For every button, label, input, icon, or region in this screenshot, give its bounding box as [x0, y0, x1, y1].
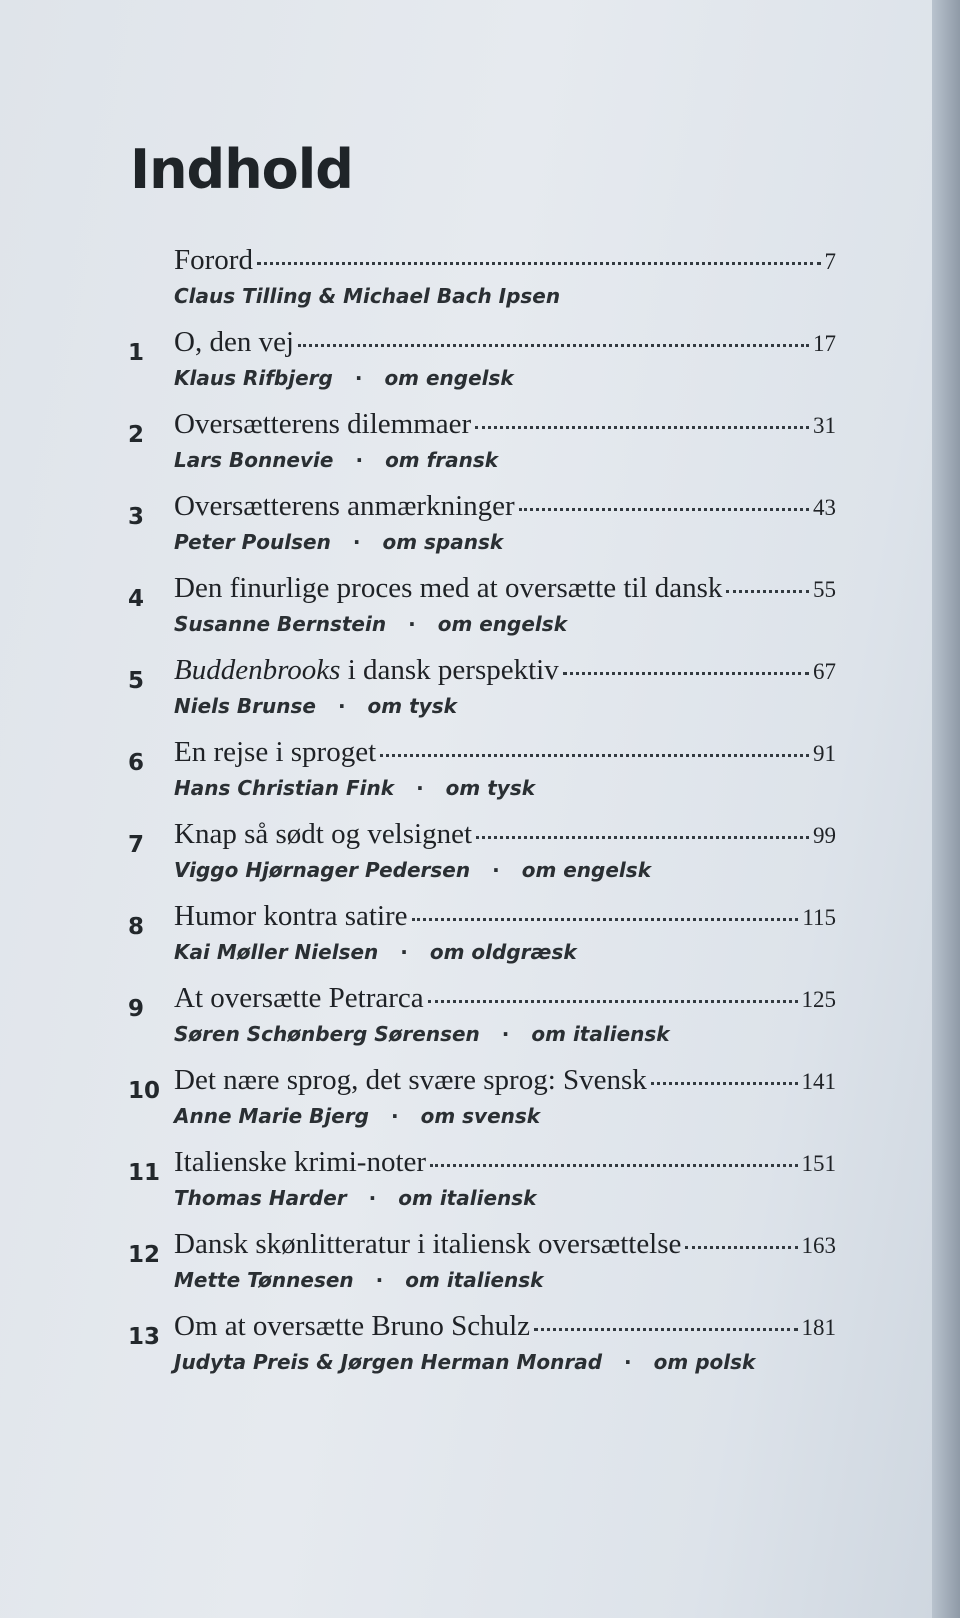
chapter-meta: [174, 1022, 670, 1046]
chapter-title: O, den vej: [174, 326, 294, 358]
dot-leader: [428, 1000, 798, 1003]
chapter-number: 6: [128, 750, 145, 776]
toc-line: [174, 490, 836, 523]
chapter-author: Thomas Harder: [174, 1186, 347, 1210]
chapter-title: Italienske krimi-noter: [174, 1146, 427, 1178]
page-number: 55: [813, 577, 836, 602]
dot-leader: [534, 1328, 797, 1331]
chapter-number: 4: [128, 586, 145, 612]
chapter-meta: [174, 858, 651, 882]
toc-line: [174, 736, 836, 769]
chapter-title: Oversætterens anmærkninger: [174, 490, 515, 522]
chapter-number: 11: [128, 1160, 161, 1186]
chapter-meta: [174, 1104, 540, 1128]
chapter-title: Om at oversætte Bruno Schulz: [174, 1310, 531, 1342]
chapter-meta: [174, 776, 535, 800]
chapter-language: om svensk: [420, 1104, 541, 1128]
toc-entry[interactable]: [128, 408, 836, 490]
page-number: 17: [813, 331, 836, 356]
toc-line: [174, 1228, 836, 1261]
toc-line: [174, 818, 836, 851]
chapter-title: En rejse i sproget: [174, 736, 377, 768]
separator-dot: ·: [400, 940, 408, 964]
book-edge: [932, 0, 960, 1618]
chapter-meta: [174, 940, 577, 964]
separator-dot: ·: [337, 694, 346, 718]
page-number: 99: [813, 823, 836, 848]
table-of-contents: [128, 244, 836, 1392]
chapter-number: 13: [128, 1324, 161, 1350]
chapter-meta: [174, 1350, 755, 1374]
chapter-author: Kai Møller Nielsen: [174, 940, 379, 964]
separator-dot: ·: [352, 530, 361, 554]
chapter-language: om italiensk: [531, 1022, 670, 1046]
chapter-language: om polsk: [653, 1350, 756, 1374]
chapter-author: Søren Schønberg Sørensen: [174, 1022, 480, 1046]
chapter-meta: [174, 366, 514, 390]
toc-line: [174, 408, 836, 441]
page-number: 115: [802, 905, 836, 930]
chapter-meta: [174, 284, 560, 308]
chapter-language: om italiensk: [398, 1186, 537, 1210]
toc-entry[interactable]: [128, 1310, 836, 1392]
chapter-meta: [174, 1268, 543, 1292]
dot-leader: [298, 344, 809, 347]
separator-dot: ·: [354, 366, 363, 390]
chapter-language: om tysk: [367, 694, 457, 718]
page-number: 125: [801, 987, 836, 1012]
chapter-language: om engelsk: [384, 366, 514, 390]
chapter-meta: [174, 448, 498, 472]
chapter-language: om tysk: [445, 776, 536, 800]
toc-entry[interactable]: [128, 900, 836, 982]
toc-line: [174, 1310, 836, 1343]
chapter-number: 8: [128, 914, 145, 940]
toc-entry[interactable]: [128, 818, 836, 900]
toc-line: [174, 982, 836, 1015]
chapter-meta: [174, 1186, 536, 1210]
toc-line: [174, 326, 836, 359]
toc-line: [174, 1064, 836, 1097]
separator-dot: ·: [375, 1268, 384, 1292]
chapter-author: Judyta Preis & Jørgen Herman Monrad: [174, 1350, 603, 1374]
chapter-author: Anne Marie Bjerg: [174, 1104, 369, 1128]
page-number: 91: [813, 741, 836, 766]
page-number: 151: [801, 1151, 836, 1176]
toc-entry[interactable]: [128, 1146, 836, 1228]
chapter-author: Niels Brunse: [174, 694, 316, 718]
dot-leader: [476, 836, 809, 839]
separator-dot: ·: [501, 1022, 510, 1046]
separator-dot: ·: [416, 776, 424, 800]
dot-leader: [726, 590, 809, 593]
chapter-number: 7: [128, 832, 145, 858]
chapter-title: Dansk skønlitteratur i italiensk oversættelse: [174, 1228, 682, 1260]
chapter-number: 2: [128, 422, 145, 448]
chapter-meta: [174, 694, 457, 718]
toc-entry[interactable]: [128, 1228, 836, 1310]
dot-leader: [563, 672, 809, 675]
chapter-number: 5: [128, 668, 145, 694]
chapter-language: om spansk: [382, 530, 504, 554]
page-number: 43: [813, 495, 836, 520]
chapter-title: [174, 654, 559, 687]
chapter-title: Det nære sprog, det svære sprog: Svensk: [174, 1064, 647, 1096]
toc-entry[interactable]: [128, 244, 836, 326]
separator-dot: ·: [368, 1186, 377, 1210]
page-number: 181: [801, 1315, 836, 1340]
dot-leader: [430, 1164, 797, 1167]
page-title: Indhold: [130, 138, 353, 201]
chapter-title: Forord: [174, 244, 253, 276]
toc-entry[interactable]: [128, 982, 836, 1064]
page-number: 31: [813, 413, 836, 438]
dot-leader: [475, 426, 809, 429]
chapter-title: Oversætterens dilemmaer: [174, 408, 472, 440]
chapter-title: Humor kontra satire: [174, 900, 408, 932]
toc-line: [174, 572, 836, 605]
dot-leader: [685, 1246, 797, 1249]
chapter-title-rest: i dansk perspektiv: [340, 654, 559, 686]
chapter-number: 10: [128, 1078, 161, 1104]
chapter-number: 12: [128, 1242, 161, 1268]
chapter-number: 1: [128, 340, 145, 366]
dot-leader: [380, 754, 809, 757]
chapter-author: Peter Poulsen: [174, 530, 331, 554]
separator-dot: ·: [492, 858, 500, 882]
toc-entry[interactable]: [128, 490, 836, 572]
page-number: 163: [801, 1233, 836, 1258]
chapter-author: Susanne Bernstein: [174, 612, 387, 636]
chapter-meta: [174, 530, 503, 554]
toc-line: [174, 244, 836, 277]
toc-entry[interactable]: [128, 1064, 836, 1146]
toc-entry[interactable]: [128, 654, 836, 736]
chapter-language: om oldgræsk: [429, 940, 577, 964]
dot-leader: [412, 918, 799, 921]
separator-dot: ·: [355, 448, 364, 472]
dot-leader: [519, 508, 809, 511]
toc-entry[interactable]: [128, 572, 836, 654]
separator-dot: ·: [390, 1104, 399, 1128]
chapter-title: Den finurlige proces med at oversætte til dansk: [174, 572, 723, 604]
dot-leader: [651, 1082, 798, 1085]
chapter-language: om engelsk: [437, 612, 567, 636]
chapter-author: Lars Bonnevie: [174, 448, 334, 472]
page-number: 67: [813, 659, 836, 684]
chapter-meta: [174, 612, 567, 636]
separator-dot: ·: [408, 612, 416, 636]
toc-line: [174, 1146, 836, 1179]
page-number: 7: [824, 249, 836, 274]
chapter-author: Hans Christian Fink: [174, 776, 395, 800]
toc-entry[interactable]: [128, 736, 836, 818]
chapter-number: 9: [128, 996, 145, 1022]
chapter-author: Claus Tilling & Michael Bach Ipsen: [174, 284, 561, 308]
page-number: 141: [801, 1069, 836, 1094]
toc-entry[interactable]: [128, 326, 836, 408]
chapter-title-italic: Buddenbrooks: [174, 654, 341, 686]
toc-line: [174, 654, 836, 687]
chapter-language: om fransk: [385, 448, 499, 472]
toc-line: [174, 900, 836, 933]
dot-leader: [257, 262, 821, 265]
chapter-author: Klaus Rifbjerg: [174, 366, 333, 390]
separator-dot: ·: [624, 1350, 632, 1374]
chapter-number: 3: [128, 504, 145, 530]
chapter-author: Viggo Hjørnager Pedersen: [174, 858, 471, 882]
chapter-language: om engelsk: [521, 858, 651, 882]
chapter-title: Knap så sødt og velsignet: [174, 818, 473, 850]
chapter-language: om italiensk: [405, 1268, 544, 1292]
chapter-title: At oversætte Petrarca: [174, 982, 424, 1014]
chapter-author: Mette Tønnesen: [174, 1268, 354, 1292]
